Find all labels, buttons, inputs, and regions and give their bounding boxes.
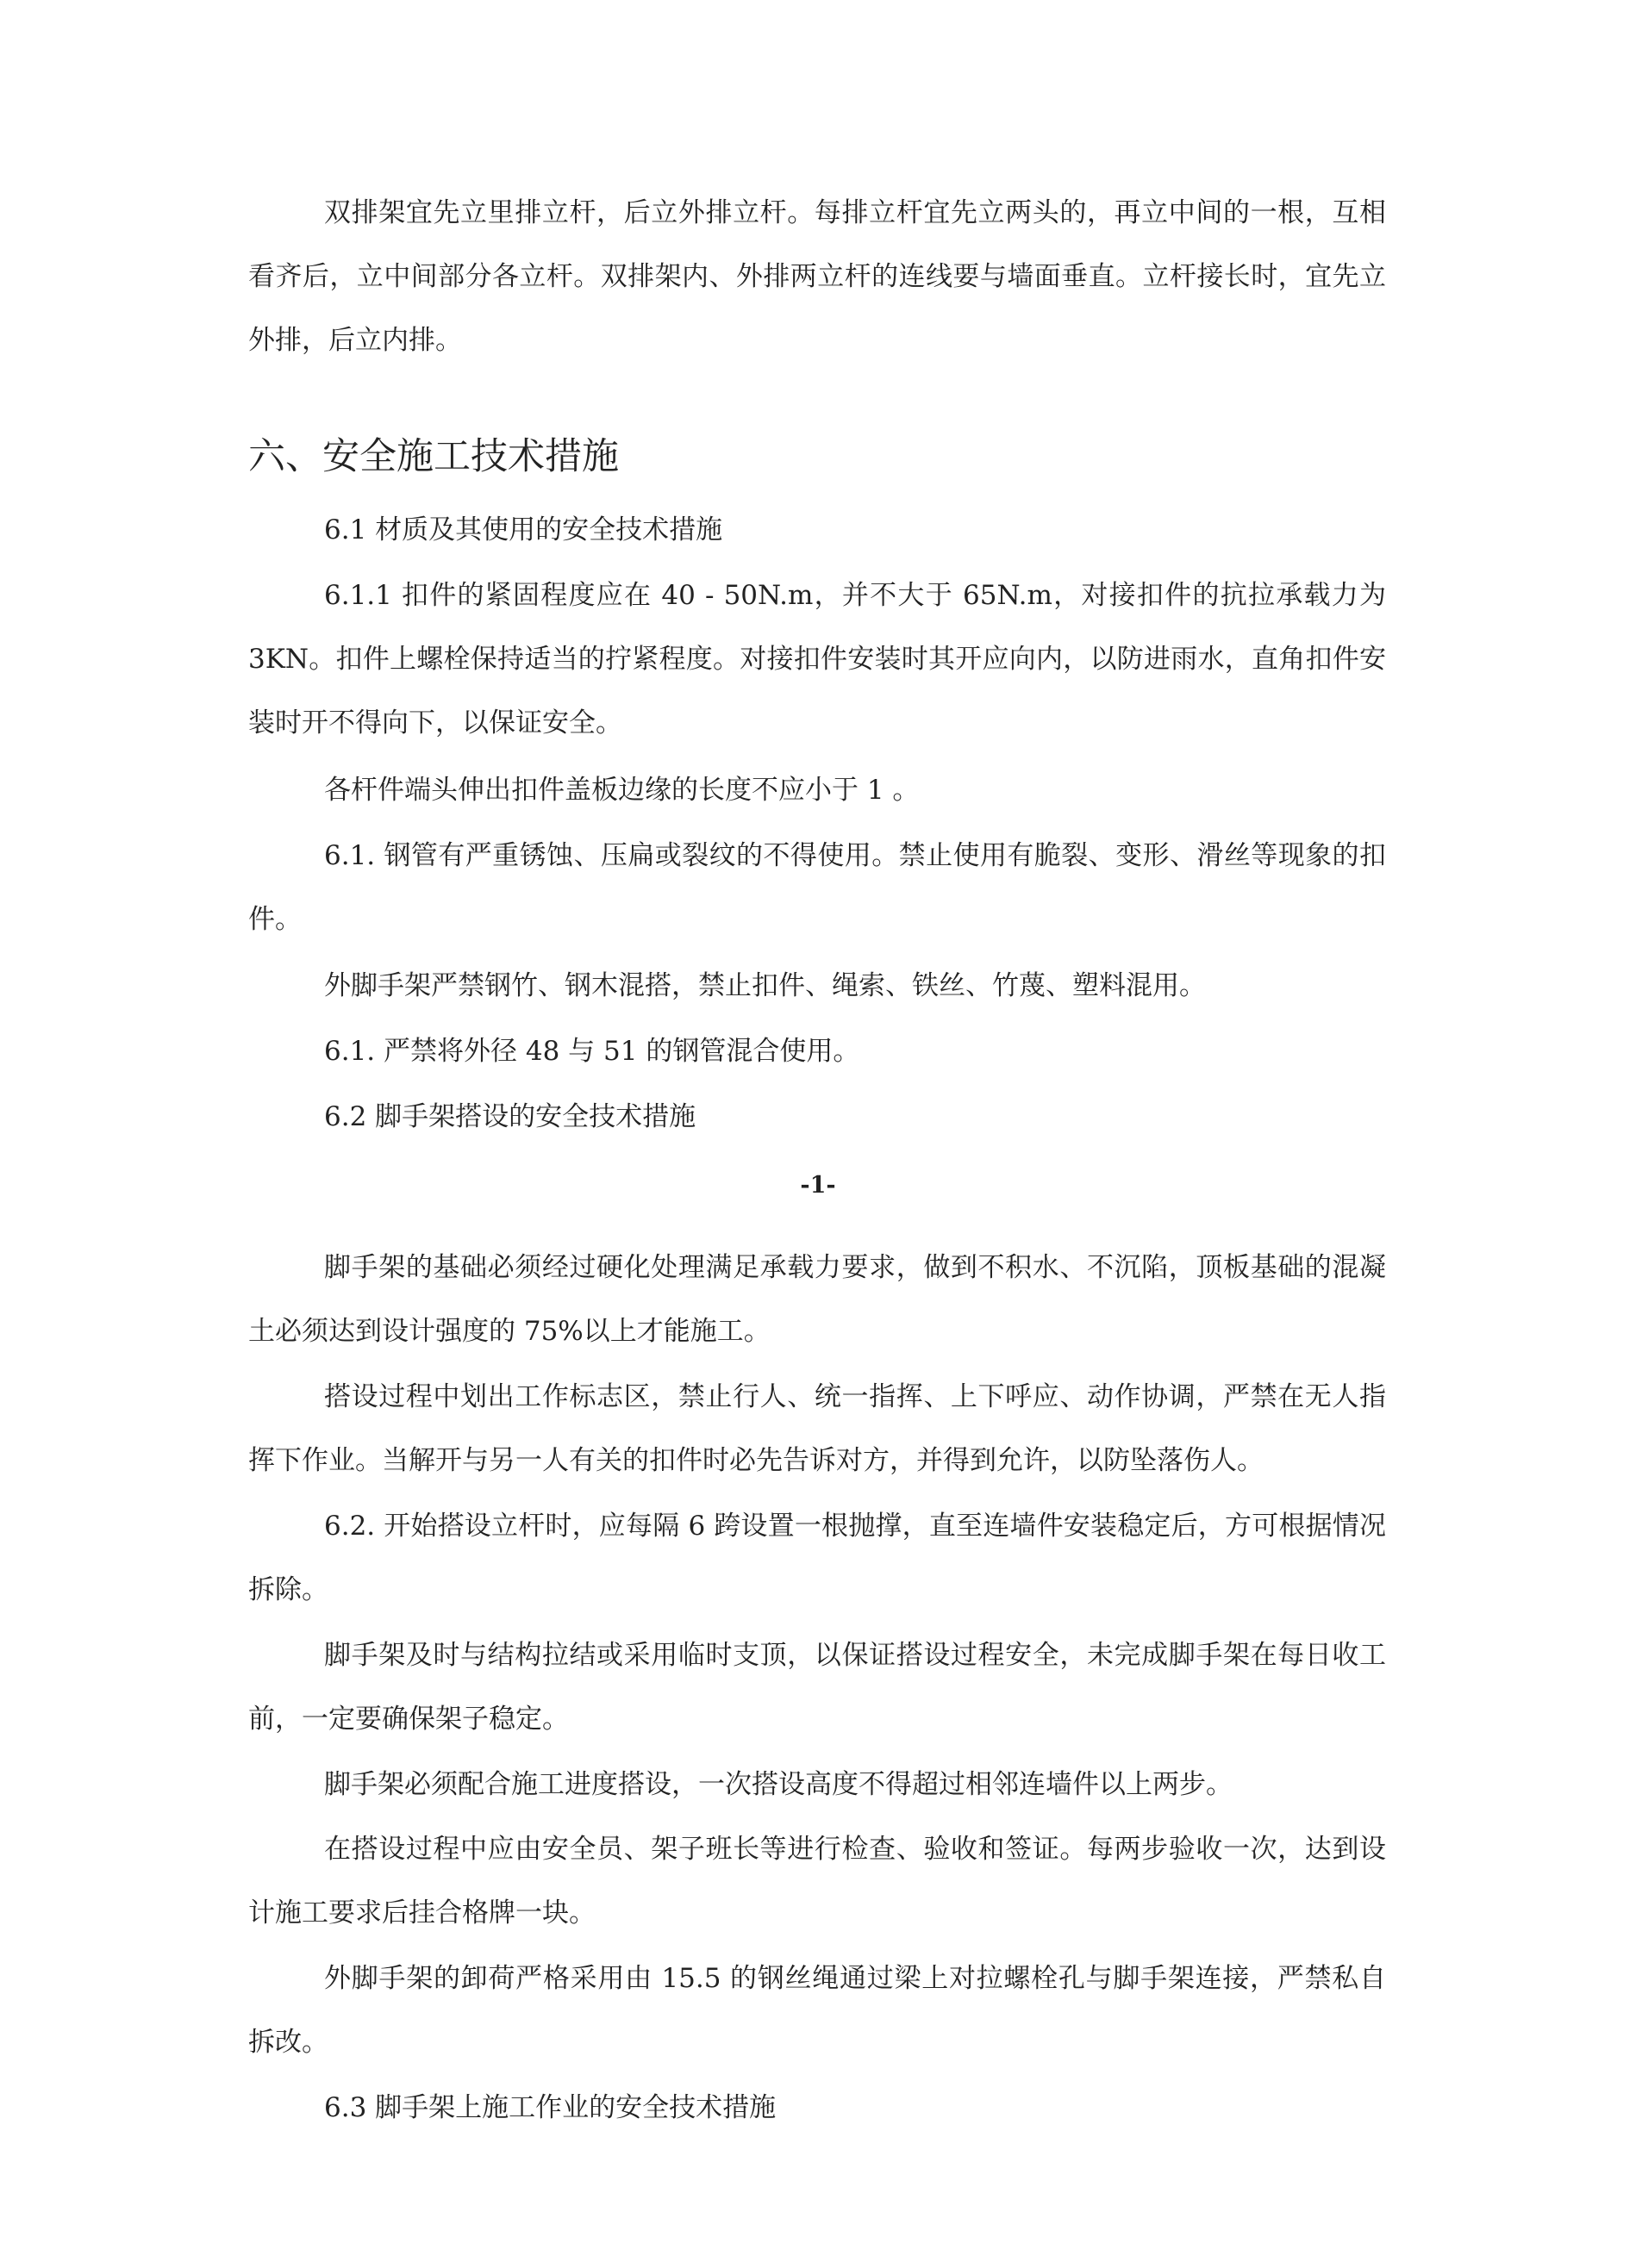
subsection-title-6-3: 6.3 脚手架上施工作业的安全技术措施 xyxy=(324,2092,777,2123)
paragraph-rod-end-length: 各杆件端头伸出扣件盖板边缘的长度不应小于 1 。 xyxy=(324,775,920,806)
paragraph-structure-tie: 脚手架及时与结构拉结或采用临时支顶，以保证搭设过程安全，未完成脚手架在每日收工前，一定要确保架子稳定。 xyxy=(248,1640,1386,1735)
paragraph-no-mixed-diameters: 6.1. 严禁将外径 48 与 51 的钢管混合使用。 xyxy=(324,1036,860,1067)
paragraph-inspection-acceptance: 在搭设过程中应由安全员、架子班长等进行检查、验收和签证。每两步验收一次，达到设计施工要求后挂合格牌一块。 xyxy=(248,1834,1386,1928)
page-number: -1- xyxy=(800,1172,836,1199)
section-heading-safety-measures: 六、安全施工技术措施 xyxy=(248,435,619,478)
paragraph-erection-height-limit: 脚手架必须配合施工进度搭设，一次搭设高度不得超过相邻连墙件以上两步。 xyxy=(324,1769,1233,1800)
paragraph-pole-erection-order: 双排架宜先立里排立杆，后立外排立杆。每排立杆宜先立两头的，再立中间的一根，互相看齐后，立中间部分各立杆。双排架内、外排两立杆的连线要与墙面垂直。立杆接长时，宜先立外排，后立内排。 xyxy=(248,197,1386,356)
subsection-title-6-1: 6.1 材质及其使用的安全技术措施 xyxy=(324,514,723,545)
subsection-title-6-2: 6.2 脚手架搭设的安全技术措施 xyxy=(324,1101,696,1132)
paragraph-foundation-hardening: 脚手架的基础必须经过硬化处理满足承载力要求，做到不积水、不沉陷，顶板基础的混凝土必须达到设计强度的 75%以上才能施工。 xyxy=(248,1252,1386,1347)
paragraph-unloading-wire-rope: 外脚手架的卸荷严格采用由 15.5 的钢丝绳通过梁上对拉螺栓孔与脚手架连接，严禁私自拆改。 xyxy=(248,1963,1386,2058)
paragraph-6-1-1-fastener-torque: 6.1.1 扣件的紧固程度应在 40 - 50N.m，并不大于 65N.m，对接扣件的抗拉承载力为 3KN。扣件上螺栓保持适当的拧紧程度。对接扣件安装时其开应向内，以防进雨水，直角扣件安装时开不得向下，以保证安全。 xyxy=(248,580,1386,738)
paragraph-no-mixed-materials: 外脚手架严禁钢竹、钢木混搭，禁止扣件、绳索、铁丝、竹蔑、塑料混用。 xyxy=(324,970,1206,1001)
paragraph-diagonal-bracing: 6.2. 开始搭设立杆时，应每隔 6 跨设置一根抛撑，直至连墙件安装稳定后，方可根据情况拆除。 xyxy=(248,1511,1386,1605)
paragraph-steel-pipe-defects: 6.1. 钢管有严重锈蚀、压扁或裂纹的不得使用。禁止使用有脆裂、变形、滑丝等现象的扣件。 xyxy=(248,840,1386,935)
paragraph-work-zone-marking: 搭设过程中划出工作标志区，禁止行人、统一指挥、上下呼应、动作协调，严禁在无人指挥下作业。当解开与另一人有关的扣件时必先告诉对方，并得到允许，以防坠落伤人。 xyxy=(248,1381,1386,1476)
